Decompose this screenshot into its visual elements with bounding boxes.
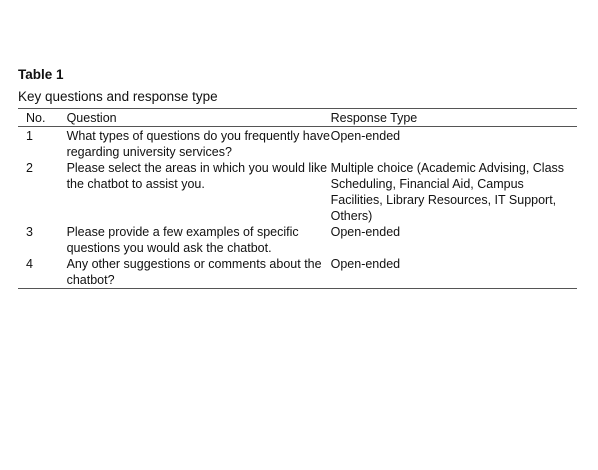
row-question: What types of questions do you frequently have regarding university services? <box>66 129 330 159</box>
header-question: Question <box>66 111 117 125</box>
table-row <box>18 256 577 289</box>
row-no: 2 <box>26 161 33 175</box>
header-no: No. <box>26 111 46 125</box>
table-caption: Key questions and response type <box>18 89 218 104</box>
row-response-type: Open-ended <box>330 257 401 271</box>
table-label: Table 1 <box>18 67 64 82</box>
questions-table <box>18 108 577 289</box>
table-header <box>18 109 577 127</box>
table-row <box>18 160 577 224</box>
table-row <box>18 127 577 161</box>
table-row <box>18 224 577 256</box>
row-question: Any other suggestions or comments about the chatbot? <box>66 257 322 287</box>
row-no: 3 <box>26 225 33 239</box>
row-question: Please provide a few examples of specific questions you would ask the chatbot. <box>66 225 299 255</box>
row-no: 1 <box>26 129 33 143</box>
row-question: Please select the areas in which you would like the chatbot to assist you. <box>66 161 328 191</box>
table-body <box>18 127 577 289</box>
row-no: 4 <box>26 257 33 271</box>
row-response-type: Multiple choice (Academic Advising, Class Scheduling, Financial Aid, Campus Facilities, Library Resources, IT Support, Others) <box>330 161 565 223</box>
header-row <box>18 109 577 127</box>
table-container <box>18 66 577 289</box>
row-response-type: Open-ended <box>330 225 401 239</box>
header-response-type: Response Type <box>330 111 418 125</box>
row-response-type: Open-ended <box>330 129 401 143</box>
